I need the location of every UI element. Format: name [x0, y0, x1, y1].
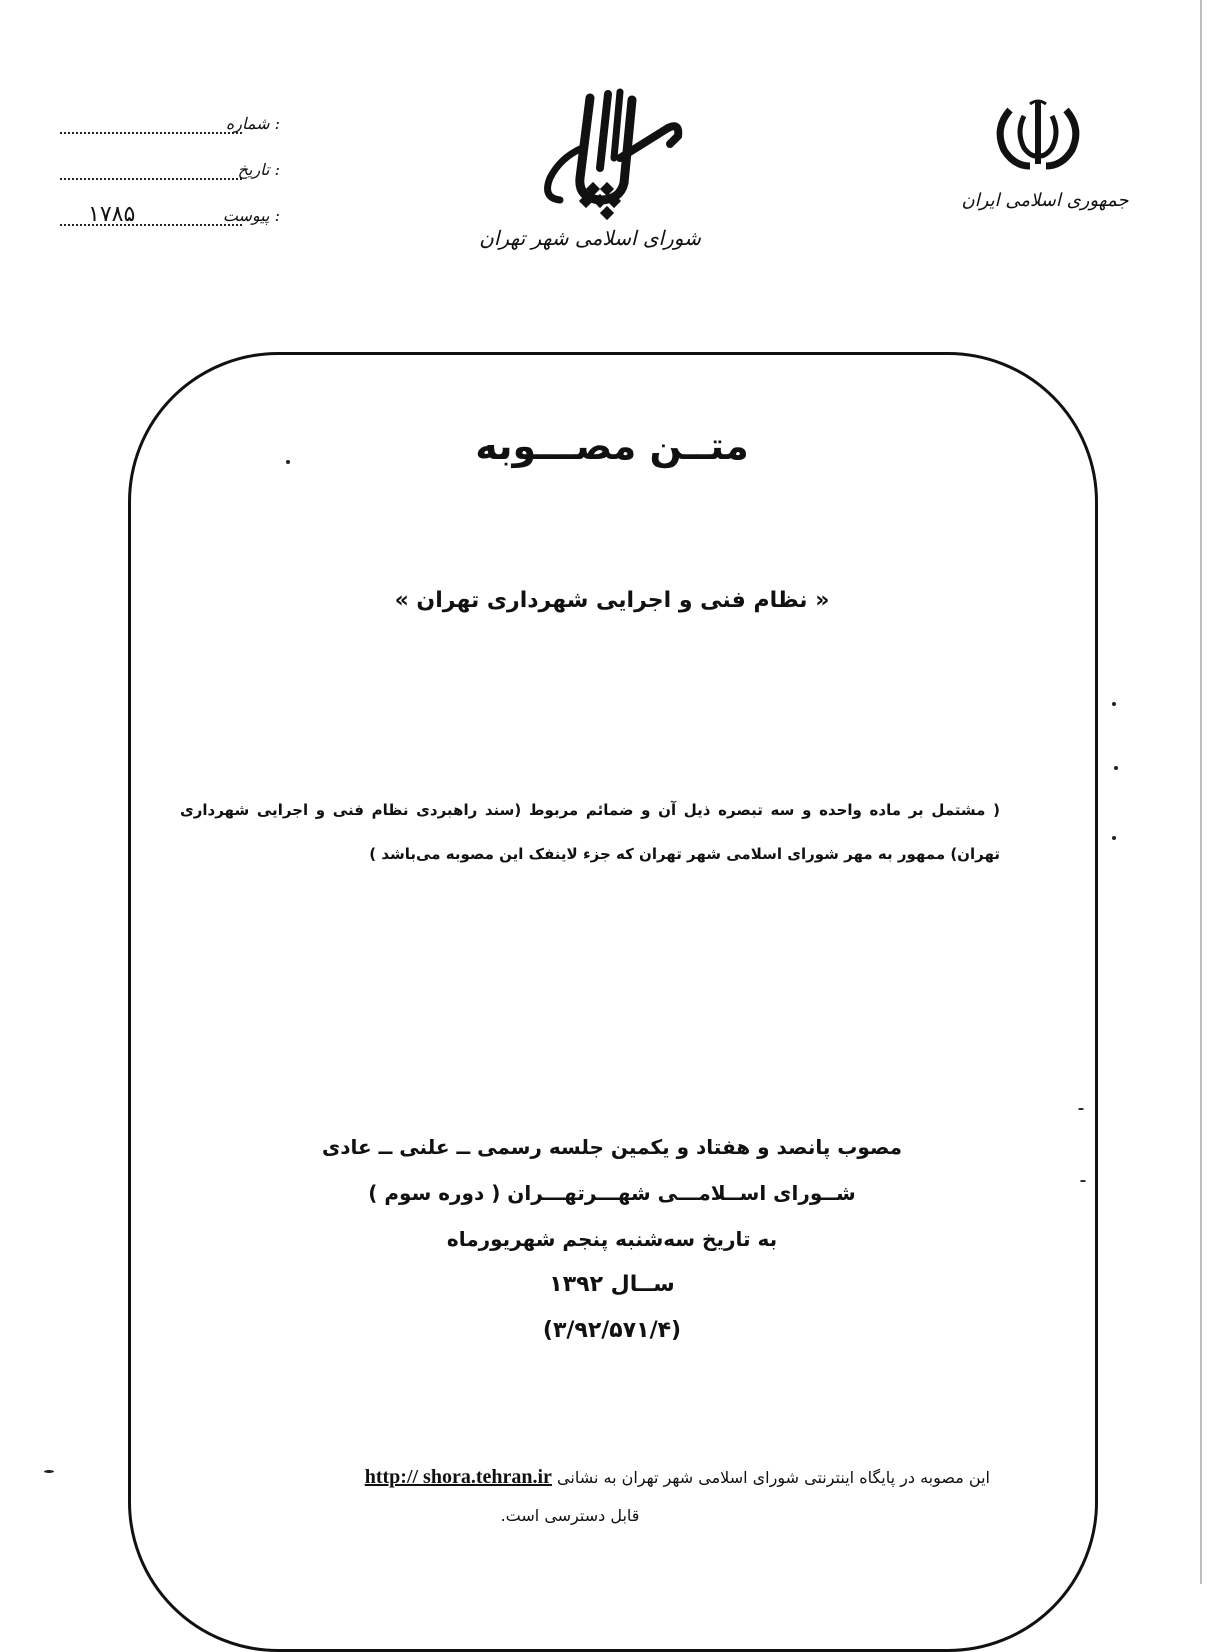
footer-availability: قابل دسترسی است. — [500, 1506, 640, 1525]
meta-date-label: تاریخ : — [237, 160, 280, 179]
document-subtitle: « نظام فنی و اجرایی شهرداری تهران » — [394, 588, 830, 613]
approval-line-year: ســال ۱۳۹۲ — [549, 1272, 675, 1297]
approval-line-council: شــورای اســلامـــی شهـــرتهـــران ( دوره سوم ) — [368, 1181, 856, 1205]
meta-number — [60, 112, 290, 158]
document-meta — [60, 112, 290, 250]
council-name: شورای اسلامی شهر تهران — [479, 226, 701, 250]
meta-date — [60, 158, 290, 204]
content-frame — [128, 352, 1098, 1652]
iran-emblem-icon — [990, 98, 1086, 172]
scan-speck — [1114, 766, 1118, 770]
document-description: ( مشتمل بر ماده واحده و سه تبصره ذیل آن و ضمائم مربوط (سند راهبردی نظام فنی و اجرایی شهرداری تهران) ممهور به مهر شورای اسلامی شهر تهران که جزء لاینفک این مصوبه می‌باشد ) — [180, 801, 1000, 863]
scan-speck — [1112, 702, 1116, 706]
approval-line-code: (۳/۹۲/۵۷۱/۴) — [542, 1318, 682, 1343]
scan-speck — [1080, 1180, 1086, 1182]
footer-text: این مصوبه در پایگاه اینترنتی شورای اسلامی شهر تهران به نشانی — [557, 1468, 990, 1487]
footer-line — [150, 1466, 990, 1489]
scan-speck — [1078, 1108, 1084, 1110]
approval-line-date: به تاریخ سه‌شنبه پنجم شهریورماه — [446, 1227, 778, 1251]
meta-number-label: شماره : — [225, 114, 280, 133]
meta-attachment-value: ۱۷۸۵ — [88, 202, 136, 227]
meta-attachment — [60, 204, 290, 250]
meta-dots — [60, 178, 242, 180]
scan-speck — [1112, 836, 1116, 840]
scan-speck — [44, 1470, 54, 1473]
approval-line-session: مصوب پانصد و هفتاد و یکمین جلسه رسمی ــ علنی ــ عادی — [321, 1135, 903, 1159]
meta-attachment-label: پیوست : — [222, 206, 280, 225]
approval-block — [0, 1124, 1224, 1354]
scan-speck — [286, 460, 290, 464]
republic-name: جمهوری اسلامی ایران — [961, 190, 1129, 211]
website-link[interactable]: http:// shora.tehran.ir — [364, 1466, 552, 1488]
meta-dots — [60, 132, 242, 134]
document-title: متــن مصـــوبه — [475, 424, 749, 468]
